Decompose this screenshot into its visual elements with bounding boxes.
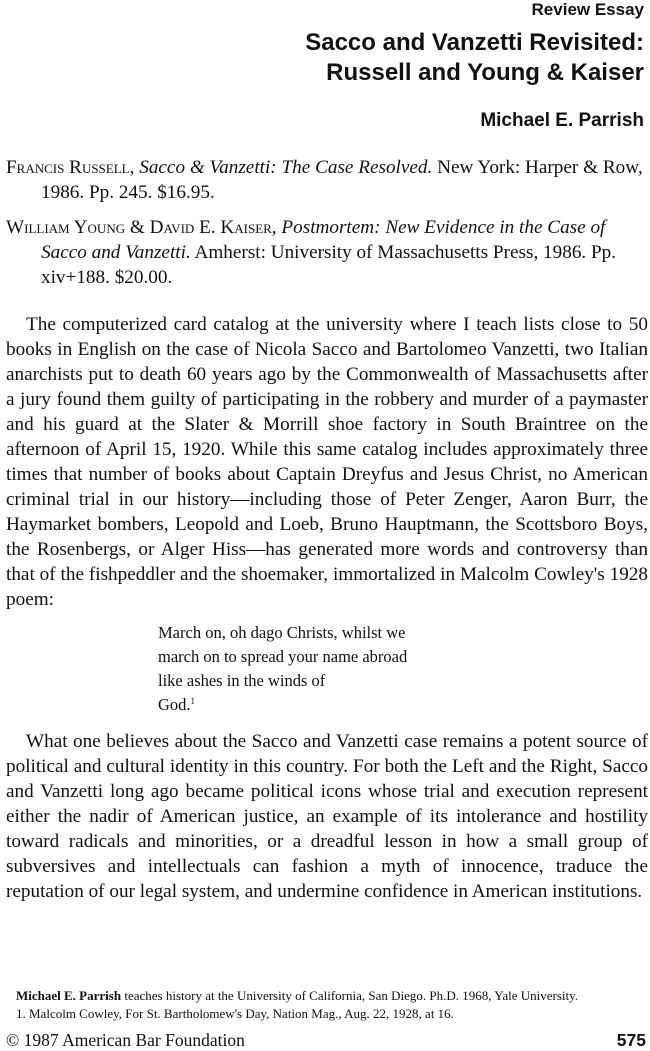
- footnote-author-name: Michael E. Parrish: [16, 988, 122, 1003]
- body-paragraph: The computerized card catalog at the university where I teach lists close to 50 books in English on the case of Nicola Sacco and Bartolomeo Vanzetti, two Italian anarchists put to death 60 years ago by the Commonwealth of Massachusetts after a jury found them guilty of participating in the robbery and murder of a paymaster and his guard at the Slater & Morrill shoe factory in South Braintree on the afternoon of April 15, 1920. While this same catalog includes approximately three times that number of books about Captain Dreyfus and Jesus Christ, no American criminal trial in our history—including those of Peter Zenger, Aaron Burr, the Haymarket bombers, Leopold and Loeb, Bruno Hauptmann, the Scottsboro Boys, the Rosenbergs, or Alger Hiss—has generated more words and controversy than that of the fishpeddler and the shoemaker, immortalized in Malcolm Cowley's 1928 poem:: [6, 314, 648, 610]
- book-title: Sacco & Vanzetti: The Case Resolved.: [139, 157, 433, 178]
- poem-line: God.: [158, 695, 191, 714]
- essay-title-line-1: Sacco and Vanzetti Revisited:: [305, 29, 644, 56]
- book-title: Postmortem: New Evidence in the Case of Sacco and Vanzetti.: [41, 217, 606, 263]
- reviewed-books: [6, 155, 646, 300]
- essay-title-line-2: Russell and Young & Kaiser: [326, 59, 644, 86]
- poem-line: like ashes in the winds of: [158, 671, 326, 690]
- book-details: New York: Harper & Row, 1986. Pp. 245. $16.95.: [41, 157, 643, 203]
- essay-body: [6, 312, 648, 904]
- poem-line: March on, oh dago Christs, whilst we: [158, 623, 406, 642]
- copyright-notice: © 1987 American Bar Foundation: [6, 1030, 245, 1050]
- book-authors: Francis Russell,: [6, 157, 135, 178]
- essay-author: Michael E. Parrish: [480, 110, 644, 131]
- footnote-author-bio: teaches history at the University of California, San Diego. Ph.D. 1968, Yale University.: [121, 988, 579, 1003]
- book-authors: William Young & David E. Kaiser,: [6, 217, 277, 238]
- book-details: Amherst: University of Massachusetts Press, 1986. Pp. xiv+188. $20.00.: [41, 242, 617, 288]
- author-footnote: [6, 987, 648, 1004]
- book-reference: [6, 155, 646, 205]
- poem-line: march on to spread your name abroad: [158, 647, 408, 666]
- book-reference: [6, 215, 646, 290]
- essay-title: [305, 28, 644, 88]
- poem-quote: [158, 621, 648, 717]
- footnote-marker: 1: [190, 696, 196, 706]
- body-paragraph: What one believes about the Sacco and Vanzetti case remains a potent source of political and cultural identity in this country. For both the Left and the Right, Sacco and Vanzetti long ago became political icons whose trial and execution represent either the nadir of American justice, an example of its intolerance and hostility toward radicals and minorities, or a dreadful lesson in how a small group of subversives and intellectuals can fashion a myth of innocence, traduce the reputation of our legal system, and undermine confidence in American institutions.: [6, 731, 648, 902]
- footnotes: [6, 987, 648, 1022]
- footnote-1: 1. Malcolm Cowley, For St. Bartholomew's Day, Nation Mag., Aug. 22, 1928, at 16.: [16, 1006, 454, 1021]
- poem-line-last: [158, 693, 648, 717]
- section-label: Review Essay: [531, 0, 644, 19]
- page-number: 575: [616, 1030, 646, 1050]
